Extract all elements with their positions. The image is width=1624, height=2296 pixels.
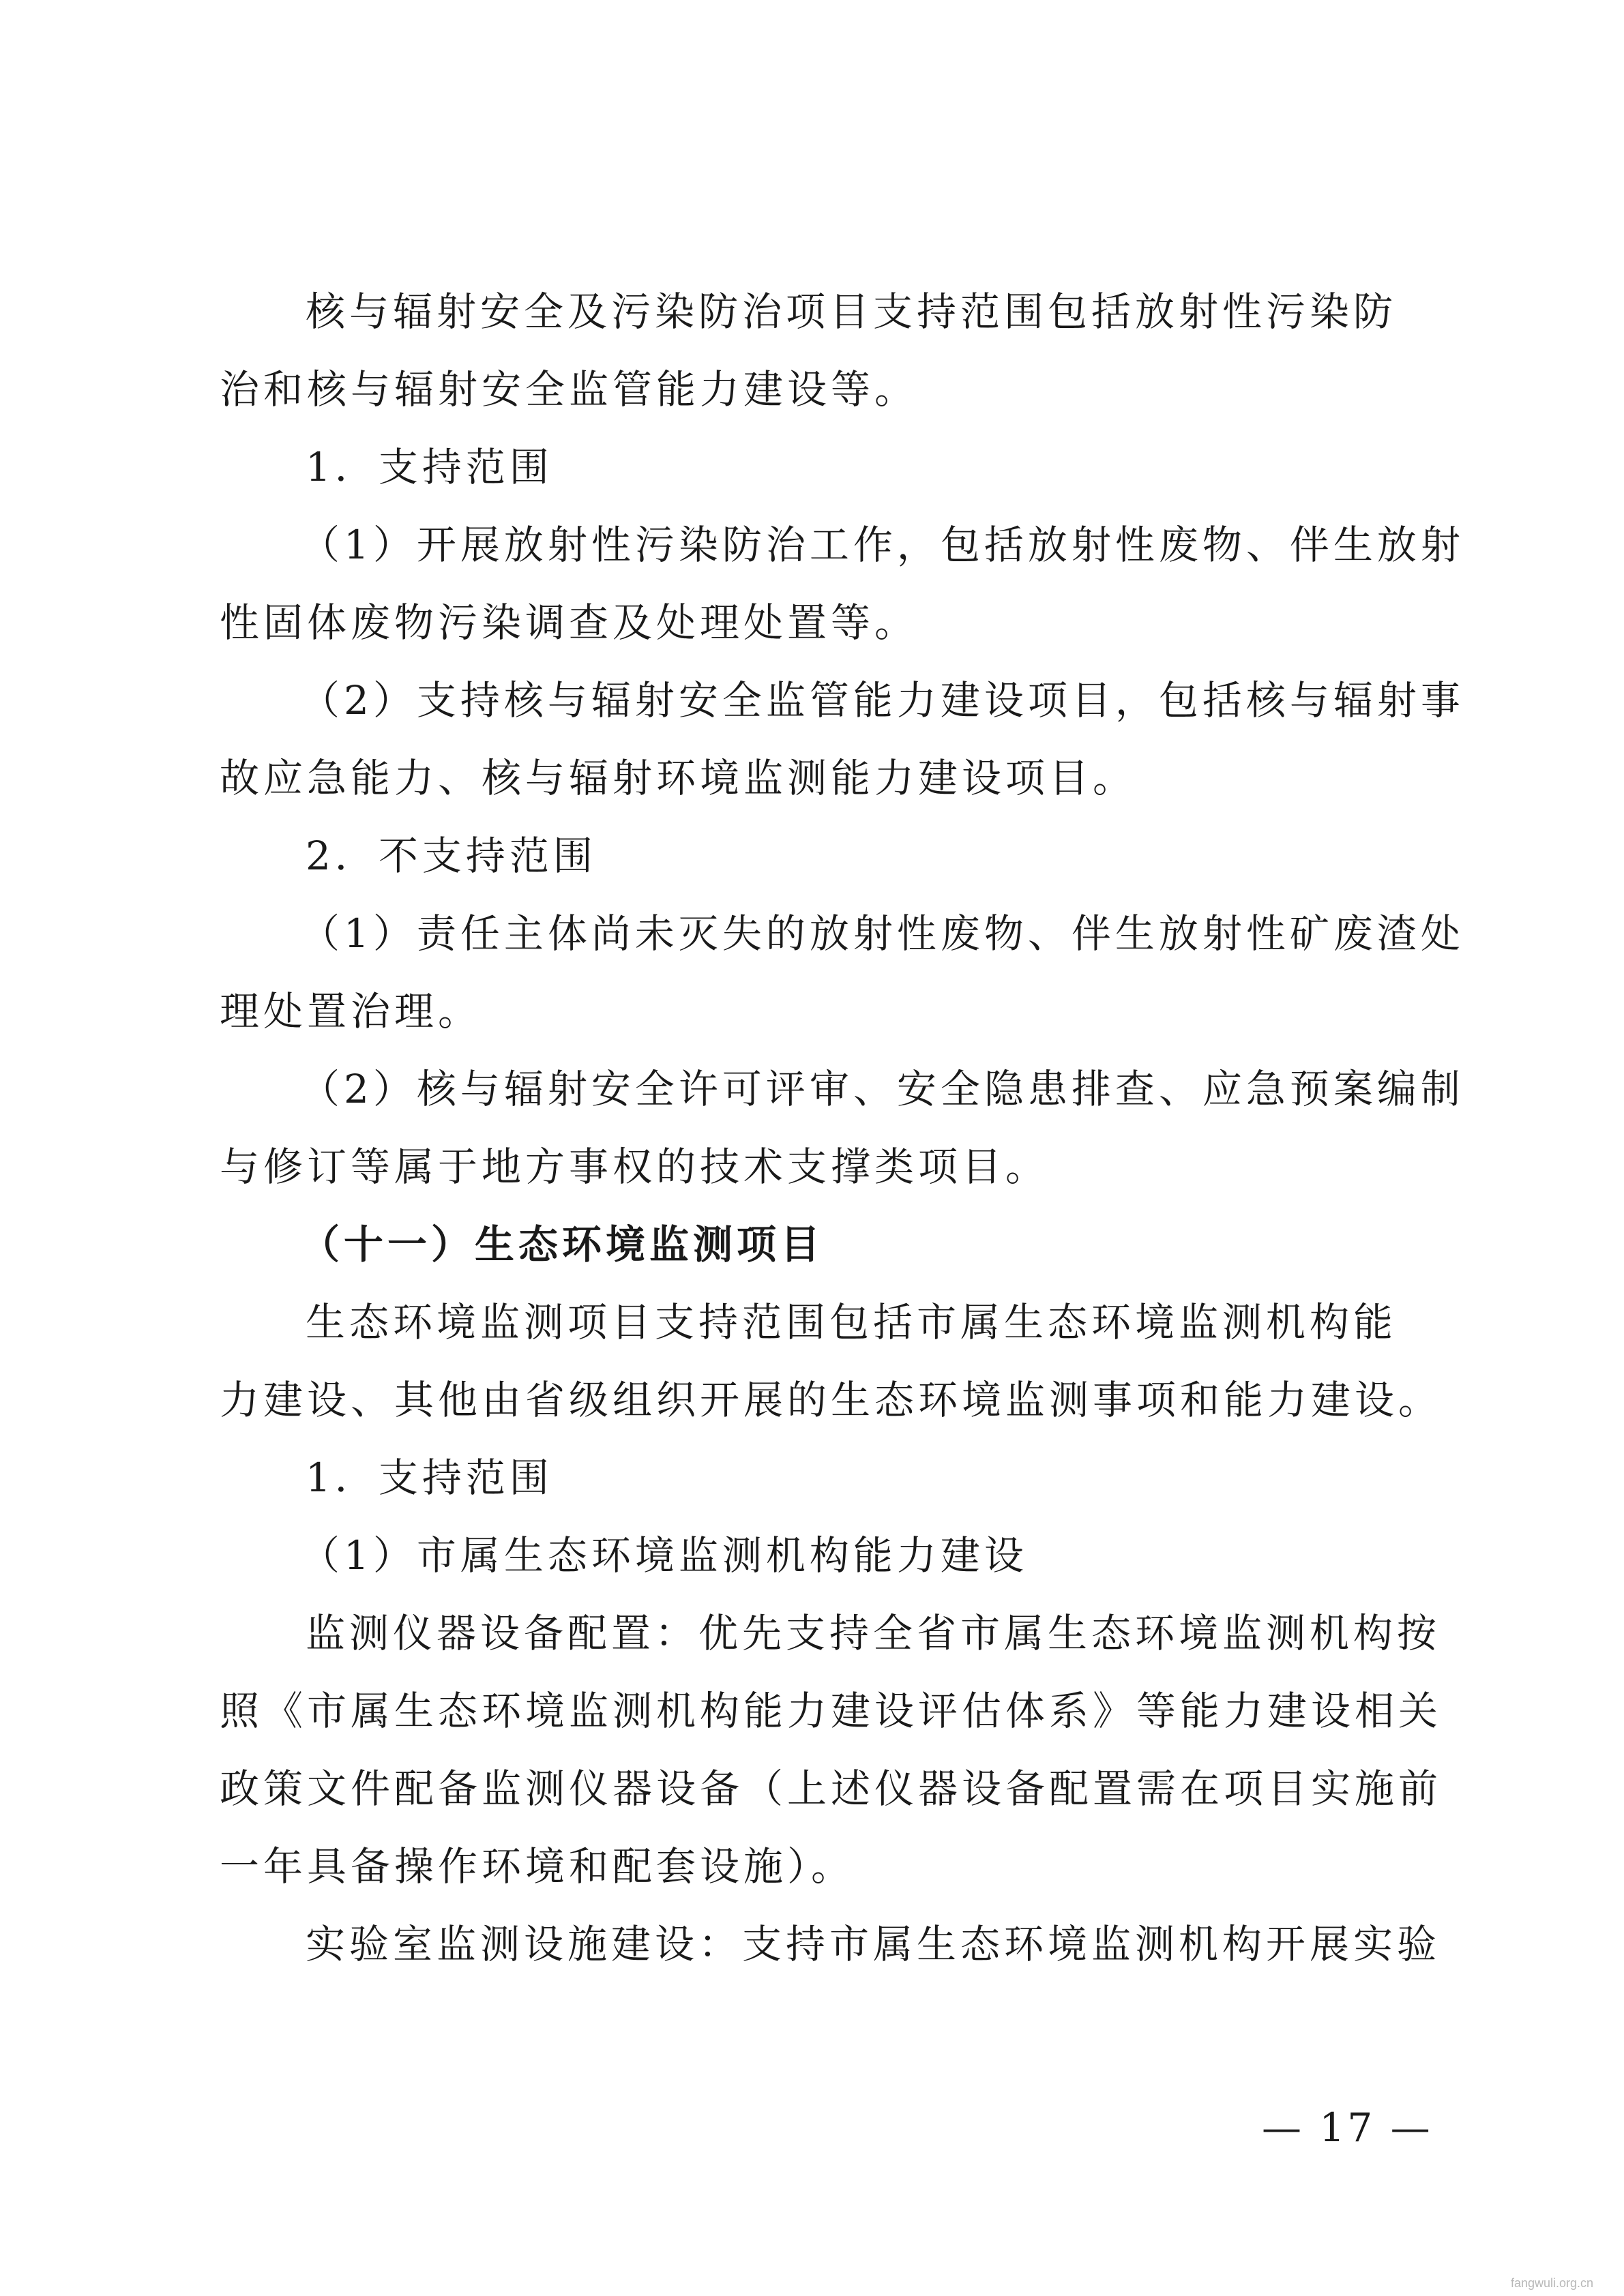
- watermark: fangwuli.org.cn: [1511, 2276, 1594, 2290]
- paragraph-line: 实验室监测设施建设：支持市属生态环境监测机构开展实验: [306, 1921, 1441, 1967]
- list-item-line: 故应急能力、核与辐射环境监测能力建设项目。: [220, 755, 1137, 801]
- paragraph-line: 治和核与辐射安全监管能力建设等。: [220, 366, 919, 413]
- subsection-heading: （1）市属生态环境监测机构能力建设: [300, 1532, 1028, 1579]
- paragraph-line: 核与辐射安全及污染防治项目支持范围包括放射性污染防: [306, 288, 1398, 335]
- paragraph-line: 政策文件配备监测仪器设备（上述仪器设备配置需在项目实施前: [220, 1765, 1443, 1812]
- paragraph-line: 监测仪器设备配置：优先支持全省市属生态环境监测机构按: [306, 1610, 1441, 1656]
- list-item-line: （1）责任主体尚未灭失的放射性废物、伴生放射性矿废渣处: [300, 910, 1464, 957]
- list-item-line: 性固体废物污染调查及处理处置等。: [220, 599, 919, 646]
- paragraph-line: 一年具备操作环境和配套设施）。: [220, 1843, 855, 1890]
- document-body: [220, 273, 1464, 1983]
- list-item-line: 理处置治理。: [220, 988, 482, 1034]
- section-heading: 1．支持范围: [306, 444, 553, 490]
- section-heading: 1．支持范围: [306, 1455, 553, 1501]
- list-item-line: （2）核与辐射安全许可评审、安全隐患排查、应急预案编制: [300, 1066, 1464, 1112]
- section-heading: 2．不支持范围: [306, 833, 597, 879]
- page-number: — 17 —: [1262, 2104, 1433, 2151]
- list-item-line: （1）开展放射性污染防治工作，包括放射性废物、伴生放射: [300, 522, 1464, 568]
- paragraph-line: 力建设、其他由省级组织开展的生态环境监测事项和能力建设。: [220, 1377, 1443, 1423]
- list-item-line: （2）支持核与辐射安全监管能力建设项目，包括核与辐射事: [300, 677, 1464, 724]
- paragraph-line: 照《市属生态环境监测机构能力建设评估体系》等能力建设相关: [220, 1688, 1443, 1734]
- chapter-heading: （十一）生态环境监测项目: [300, 1221, 825, 1268]
- paragraph-line: 生态环境监测项目支持范围包括市属生态环境监测机构能: [306, 1299, 1398, 1345]
- list-item-line: 与修订等属于地方事权的技术支撑类项目。: [220, 1144, 1050, 1190]
